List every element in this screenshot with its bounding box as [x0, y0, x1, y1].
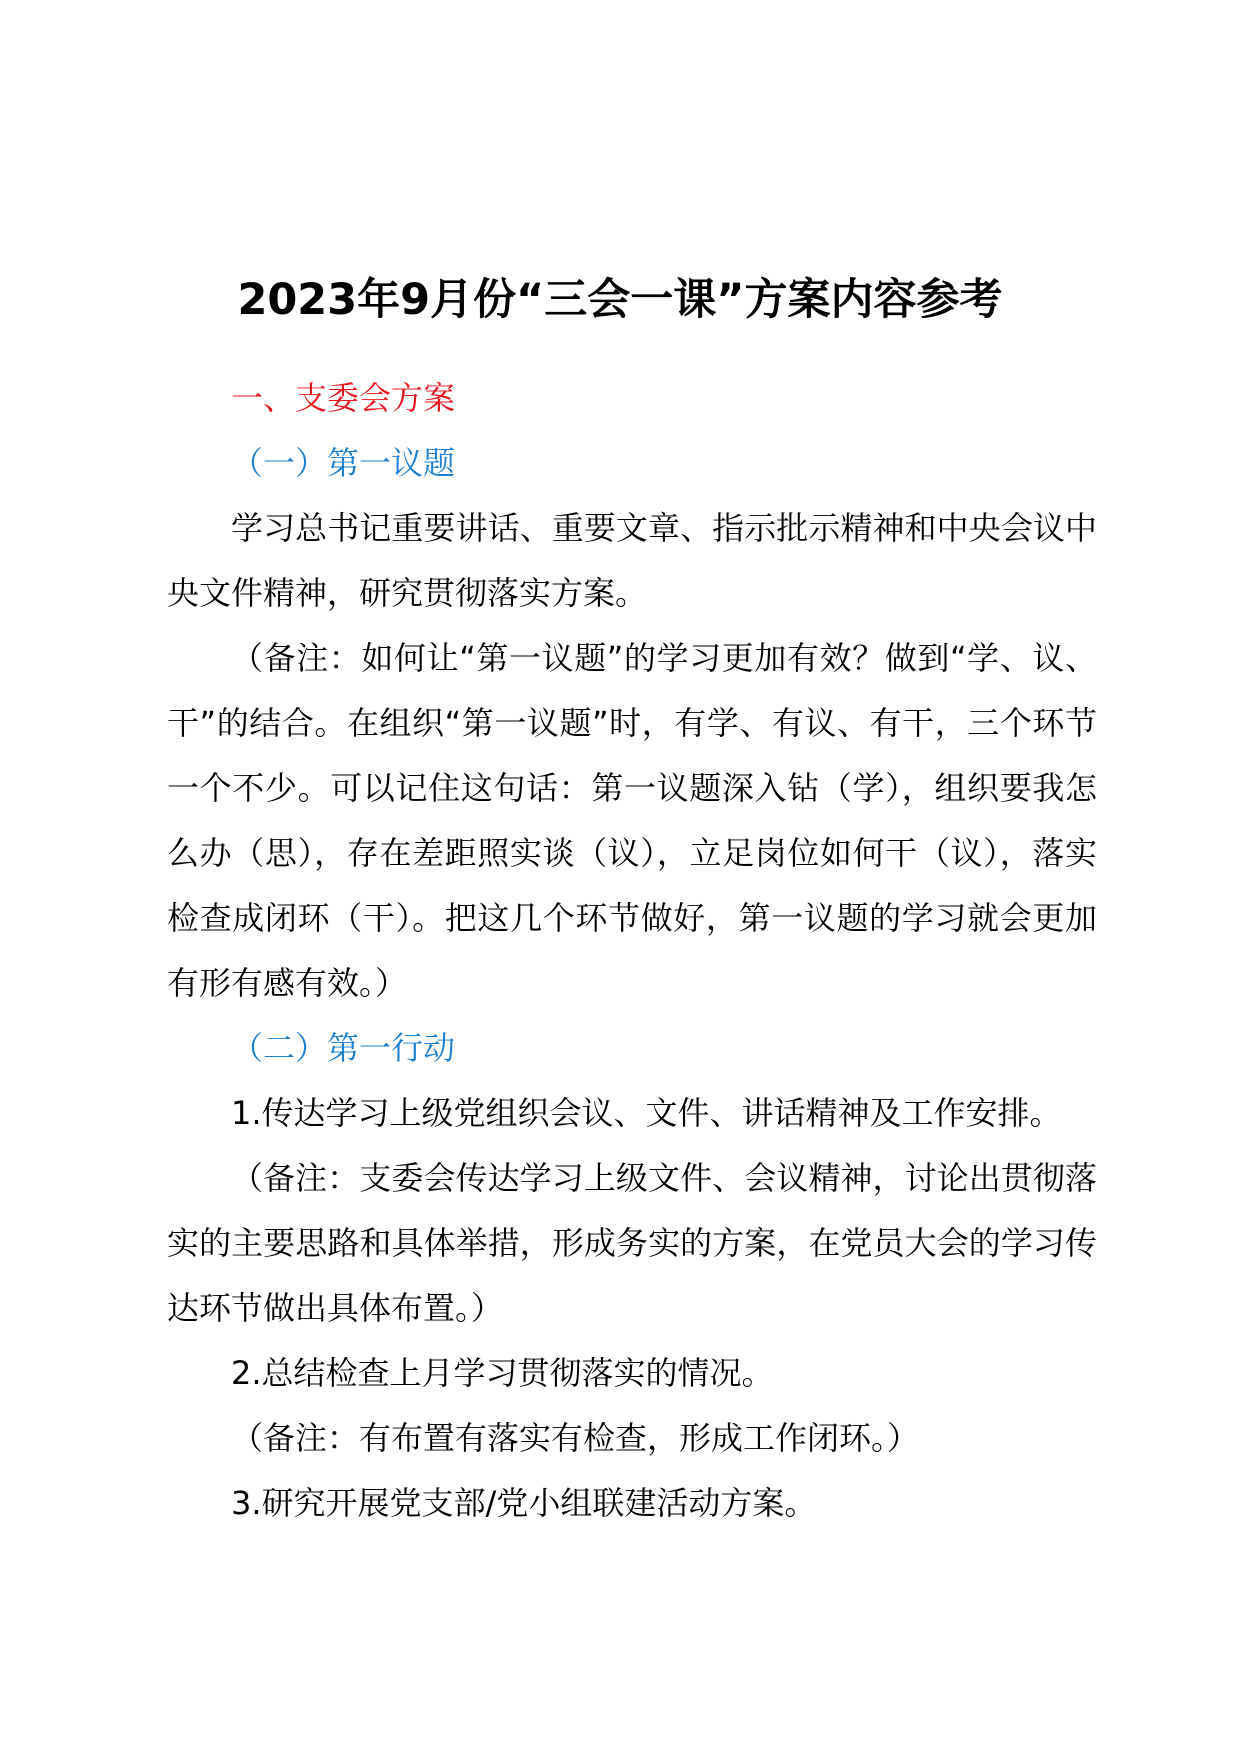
document-title: 2023年9月份“三会一课”方案内容参考 — [237, 275, 1003, 325]
list-item-2: 2.总结检查上月学习贯彻落实的情况。 — [231, 1354, 774, 1392]
paragraph-first-topic-content: 学习总书记重要讲话、重要文章、指示批示精神和中央会议中央文件精神，研究贯彻落实方案。 — [167, 509, 1097, 612]
subsection-heading-first-topic: （一）第一议题 — [231, 444, 456, 482]
paragraph-first-topic-note: （备注：如何让“第一议题”的学习更加有效？做到“学、议、干”的结合。在组织“第一议题”时，有学、有议、有干，三个环节一个不少。可以记住这句话：第一议题深入钻（学），组织要我怎么办（思），存在差距照实谈（议），立足岗位如何干（议），落实检查成闭环（干）。把这几个环节做好，第一议题的学习就会更加有形有感有效。） — [167, 639, 1097, 1002]
document-body — [167, 366, 1097, 1536]
list-item-1-note: （备注：支委会传达学习上级文件、会议精神，讨论出贯彻落实的主要思路和具体举措，形成务实的方案，在党员大会的学习传达环节做出具体布置。） — [167, 1159, 1097, 1327]
section-heading-branch-committee: 一、支委会方案 — [231, 379, 456, 417]
subsection-heading-first-action: （二）第一行动 — [231, 1029, 456, 1067]
list-item-2-note: （备注：有布置有落实有检查，形成工作闭环。） — [231, 1419, 920, 1457]
list-item-3: 3.研究开展党支部/党小组联建活动方案。 — [231, 1484, 817, 1522]
list-item-1: 1.传达学习上级党组织会议、文件、讲话精神及工作安排。 — [231, 1094, 1062, 1132]
